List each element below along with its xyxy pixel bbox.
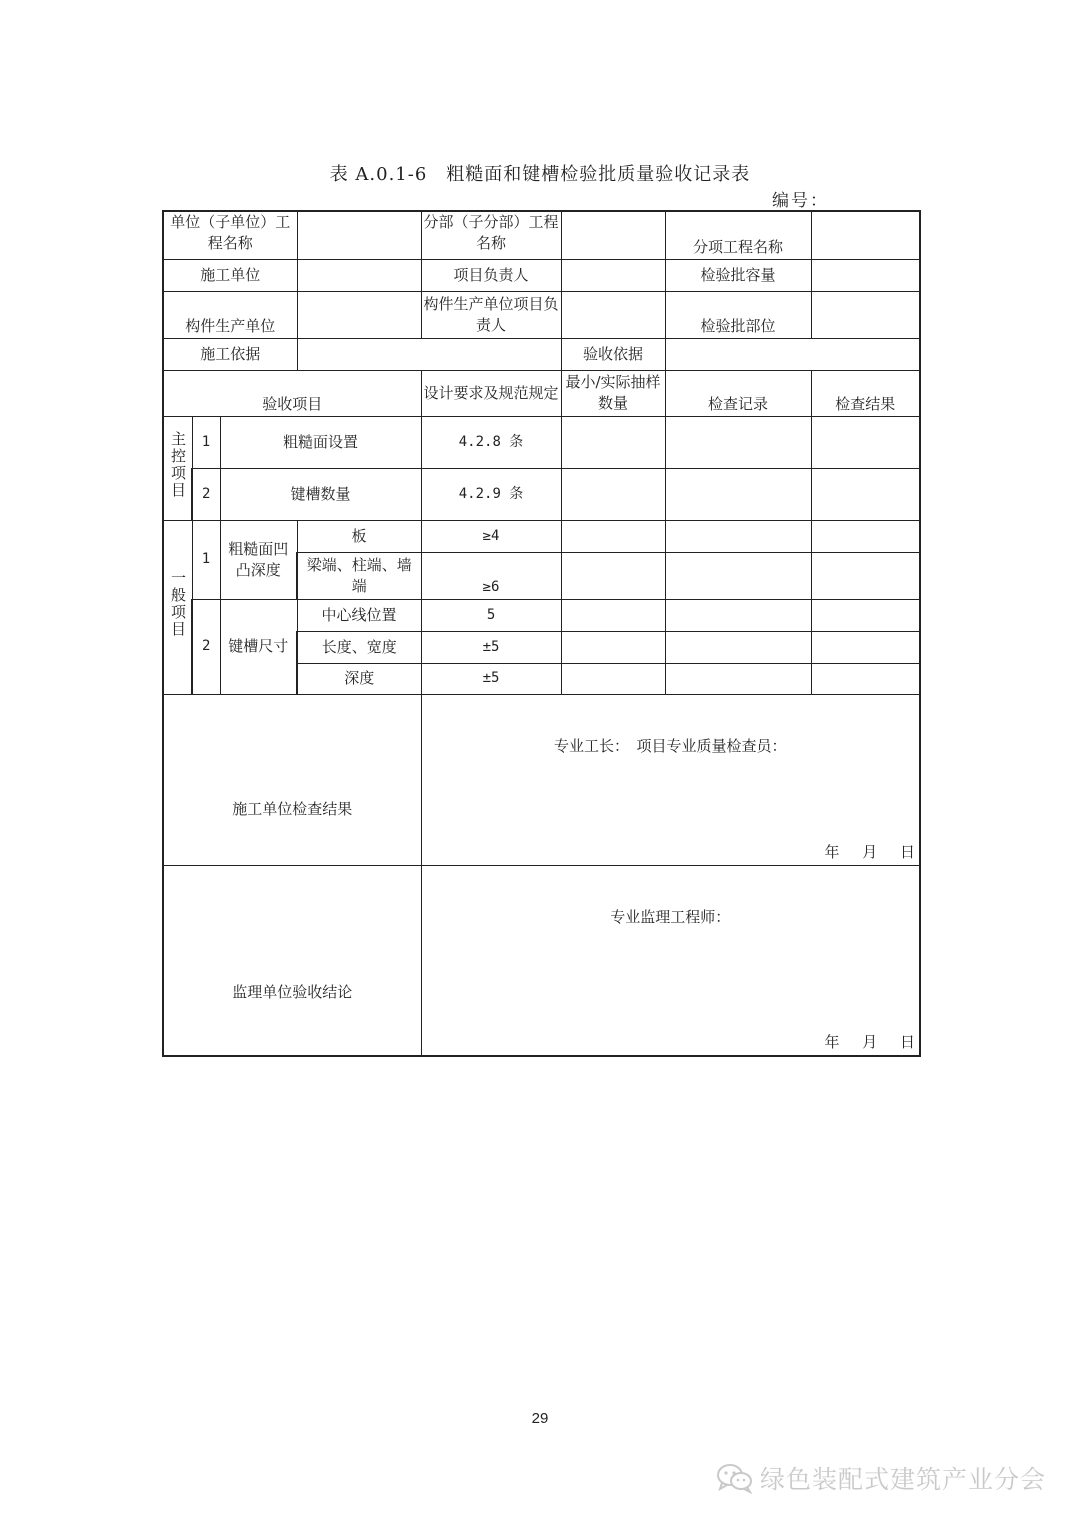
item-project-label: 分项工程名称	[665, 211, 811, 259]
general-item-2-name: 键槽尺寸	[220, 599, 297, 694]
sample-count-header: 最小/实际抽样数量	[561, 370, 665, 416]
general-label: 一般项目	[169, 570, 187, 638]
general-item-1-no: 1	[192, 520, 220, 599]
division-project-value[interactable]	[561, 211, 665, 259]
construction-unit-value[interactable]	[297, 259, 421, 291]
general-item-1-sub-1-result[interactable]	[811, 520, 920, 552]
project-manager-label: 项目负责人	[421, 259, 561, 291]
main-item-1-spec: 4.2.8 条	[421, 416, 561, 468]
check-result-header: 检查结果	[811, 370, 920, 416]
construction-check-label-text: 施工单位检查结果	[232, 800, 353, 818]
producer-manager-value[interactable]	[561, 291, 665, 338]
main-item-2-result[interactable]	[811, 468, 920, 520]
supervision-date: 年 月 日	[824, 1033, 916, 1051]
batch-location-value[interactable]	[811, 291, 920, 338]
watermark-text: 绿色装配式建筑产业分会	[759, 1465, 1046, 1494]
main-control-label: 主控项目	[169, 431, 187, 499]
form-title: 表 A.0.1-6 粗糙面和键槽检验批质量验收记录表	[329, 164, 751, 185]
main-item-1-name: 粗糙面设置	[220, 416, 421, 468]
general-item-2-sub-1-sample[interactable]	[561, 599, 665, 631]
component-producer-label: 构件生产单位	[163, 291, 297, 338]
main-item-2-no: 2	[192, 468, 220, 520]
main-item-1-sample[interactable]	[561, 416, 665, 468]
main-item-2-record[interactable]	[665, 468, 811, 520]
producer-manager-label: 构件生产单位项目负责人	[421, 291, 561, 338]
general-item-1-sub-1-spec: ≥4	[421, 520, 561, 552]
main-item-2-sample[interactable]	[561, 468, 665, 520]
acceptance-items-header: 验收项目	[163, 370, 421, 416]
serial-number-label: 编号：	[772, 191, 829, 211]
general-item-2-sub-1-record[interactable]	[665, 599, 811, 631]
general-item-1-name: 粗糙面凹凸深度	[220, 520, 297, 599]
general-item-2-sub-3-spec: ±5	[421, 663, 561, 694]
general-item-1-sub-2-sample[interactable]	[561, 552, 665, 599]
main-item-2-spec: 4.2.9 条	[421, 468, 561, 520]
general-item-1-sub-2: 梁端、柱端、墙端	[297, 552, 421, 599]
general-item-2-sub-3-record[interactable]	[665, 663, 811, 694]
general-item-2-sub-1: 中心线位置	[297, 599, 421, 631]
general-item-2-sub-2: 长度、宽度	[297, 631, 421, 663]
general-item-1-sub-1-record[interactable]	[665, 520, 811, 552]
inspection-record-table	[162, 210, 921, 1057]
construction-signers: 专业工长： 项目专业质量检查员：	[554, 736, 787, 755]
main-item-1-record[interactable]	[665, 416, 811, 468]
general-item-1-sub-1: 板	[297, 520, 421, 552]
batch-location-label: 检验批部位	[665, 291, 811, 338]
general-item-1-sub-2-spec: ≥6	[421, 552, 561, 599]
main-item-1-no: 1	[192, 416, 220, 468]
page-number: 29	[531, 1410, 549, 1427]
division-project-label: 分部（子分部）工程名称	[421, 211, 561, 259]
supervision-check-label	[163, 865, 421, 1056]
wechat-icon	[716, 1462, 754, 1494]
batch-capacity-value[interactable]	[811, 259, 920, 291]
general-item-2-sub-2-sample[interactable]	[561, 631, 665, 663]
construction-unit-label: 施工单位	[163, 259, 297, 291]
general-item-2-no: 2	[192, 599, 220, 694]
construction-basis-value[interactable]	[297, 338, 561, 370]
acceptance-basis-label: 验收依据	[561, 338, 665, 370]
general-item-1-sub-1-sample[interactable]	[561, 520, 665, 552]
general-item-2-sub-2-result[interactable]	[811, 631, 920, 663]
general-item-2-sub-3: 深度	[297, 663, 421, 694]
construction-date: 年 月 日	[824, 842, 916, 861]
unit-project-label: 单位（子单位）工程名称	[163, 211, 297, 259]
supervision-check-area[interactable]	[421, 865, 920, 1056]
watermark	[716, 1460, 1046, 1496]
main-item-1-result[interactable]	[811, 416, 920, 468]
design-requirement-header: 设计要求及规范规定	[421, 370, 561, 416]
item-project-value[interactable]	[811, 211, 920, 259]
main-item-2-name: 键槽数量	[220, 468, 421, 520]
main-control-group	[163, 416, 192, 520]
general-item-1-sub-2-result[interactable]	[811, 552, 920, 599]
construction-basis-label: 施工依据	[163, 338, 297, 370]
component-producer-value[interactable]	[297, 291, 421, 338]
general-item-2-sub-2-spec: ±5	[421, 631, 561, 663]
check-record-header: 检查记录	[665, 370, 811, 416]
batch-capacity-label: 检验批容量	[665, 259, 811, 291]
general-item-2-sub-2-record[interactable]	[665, 631, 811, 663]
unit-project-value[interactable]	[297, 211, 421, 259]
general-item-2-sub-3-result[interactable]	[811, 663, 920, 694]
general-group	[163, 520, 192, 694]
general-item-2-sub-3-sample[interactable]	[561, 663, 665, 694]
general-item-2-sub-1-spec: 5	[421, 599, 561, 631]
general-item-2-sub-1-result[interactable]	[811, 599, 920, 631]
project-manager-value[interactable]	[561, 259, 665, 291]
acceptance-basis-value[interactable]	[665, 338, 920, 370]
construction-check-label	[163, 694, 421, 865]
construction-check-area[interactable]	[421, 694, 920, 865]
supervision-check-label-text: 监理单位验收结论	[232, 982, 353, 1001]
supervision-signers: 专业监理工程师：	[610, 907, 731, 926]
general-item-1-sub-2-record[interactable]	[665, 552, 811, 599]
